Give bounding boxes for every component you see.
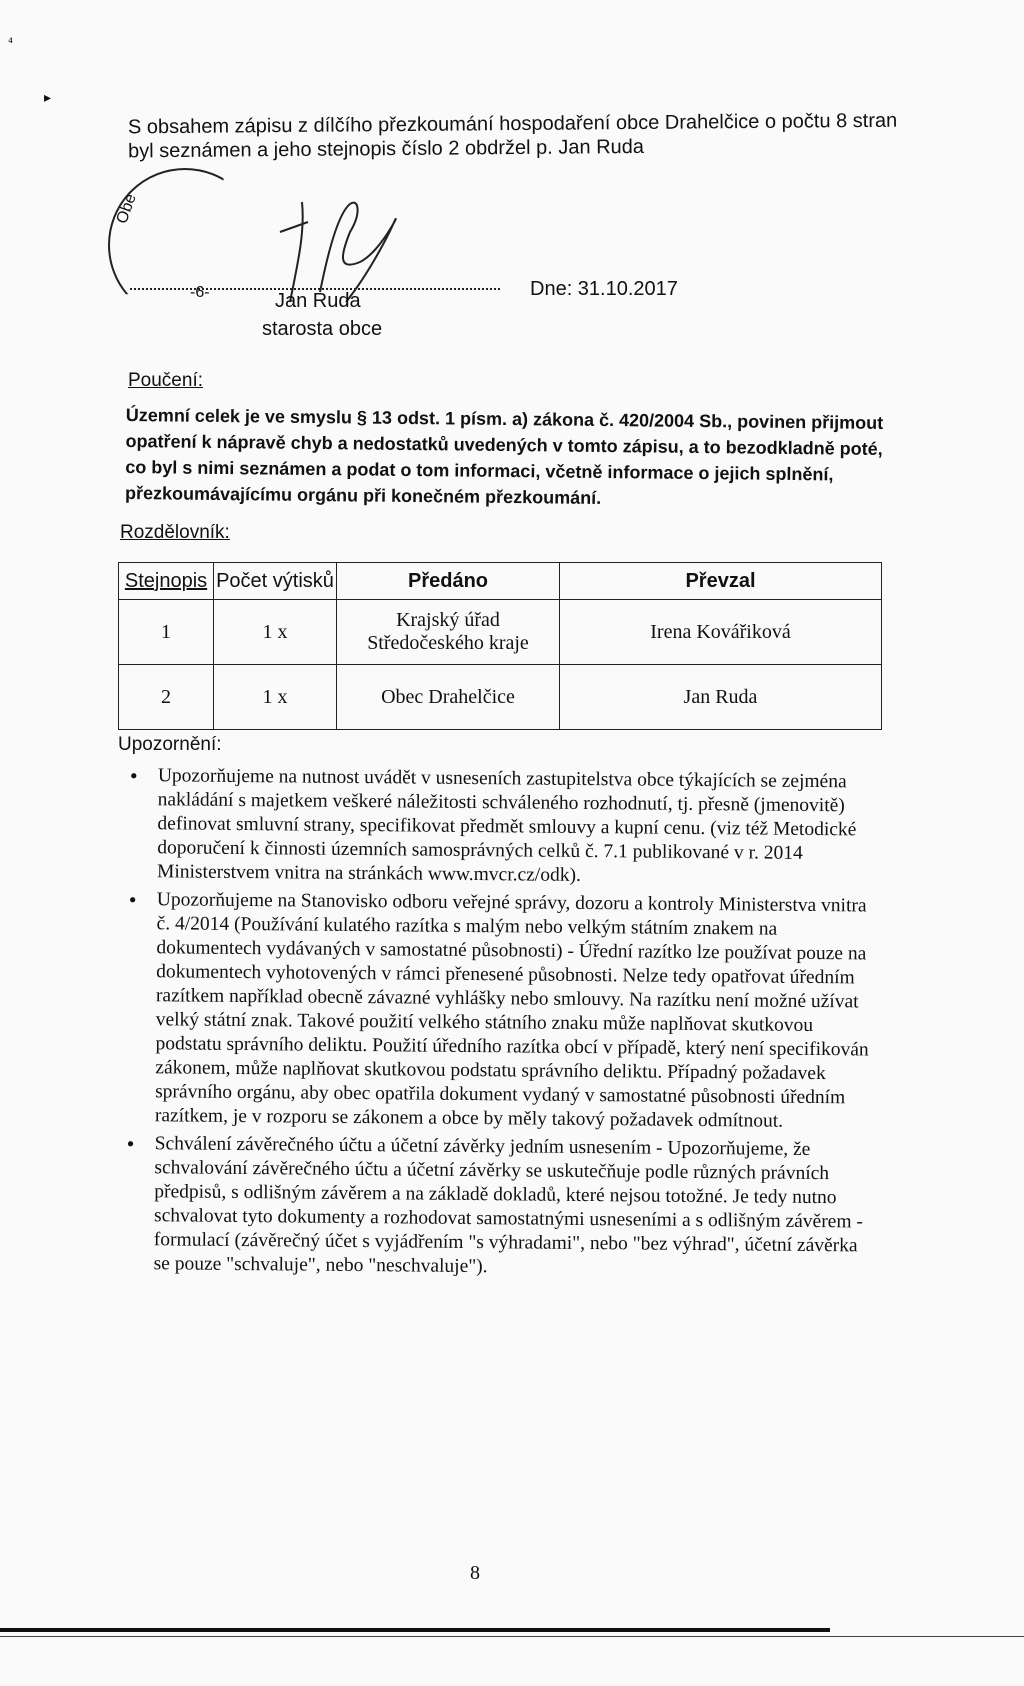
cell-copy: 1 — [119, 600, 214, 665]
page-number: 8 — [470, 1562, 480, 1584]
list-item: • Schválení závěrečného účtu a účetní závěrky jedním usnesením - Upozorňujeme, že schvalování závěrečného účtu a účetní závěrky se uskutečňuje podle různých právních předpisů, s odlišným závěrem a na základě dokladů, které nejsou totožné. Je tedy nutno schvalovat tyto dokumenty a rozhodovat samostatnými usneseními a s odlišným závěrem - formulací (závěrečný účet s vyjádřením "s výhradami", nebo "bez výhrad", účetní závěrka se pouze "schvaluje", nebo "neschvaluje"). — [124, 1132, 875, 1283]
signature-date: Dne: 31.10.2017 — [530, 278, 678, 300]
column-header: Předáno — [337, 563, 560, 600]
table-row — [119, 600, 882, 665]
table-row — [119, 665, 882, 730]
upozorneni-list — [123, 764, 877, 1287]
intro-paragraph: S obsahem zápisu z dílčího přezkoumání hospodaření obce Drahelčice o počtu 8 stran byl seznámen a jeho stejnopis číslo 2 obdržel p. Jan Ruda — [127, 109, 898, 163]
stamp-number: -6- — [190, 284, 210, 301]
table-header-row — [119, 563, 882, 600]
cell-delivered: Krajský úřad Středočeského kraje — [337, 600, 560, 665]
cell-count: 1 x — [214, 665, 337, 730]
scan-mark: ⁴ — [8, 36, 13, 51]
distribution-table — [118, 562, 882, 730]
upozorneni-heading: Upozornění: — [118, 734, 222, 755]
bottom-rule-thin — [0, 1636, 1024, 1637]
pouceni-text: Územní celek je ve smyslu § 13 odst. 1 písm. a) zákona č. 420/2004 Sb., povinen přijmout opatření k nápravě chyb a nedostatků uvedených v tomto zápisu, a to bezodkladně poté, co byl s nimi seznámen a podat o tom informaci, včetně informace o jejich splnění, přezkoumávajícímu orgánu při konečném přezkoumání. — [124, 404, 884, 508]
cell-received: Irena Kovářiková — [560, 600, 882, 665]
bottom-rule — [0, 1628, 830, 1632]
pouceni-heading: Poučení: — [128, 370, 203, 391]
scan-mark: ▸ — [44, 91, 52, 106]
column-header: Převzal — [560, 563, 882, 600]
list-item: • Upozorňujeme na Stanovisko odboru veřejné správy, dozoru a kontroly Ministerstva vnitra č. 4/2014 (Používání kulatého razítka s malým nebo velkým státním znakem na dokumentech vydávaných v samostatné působnosti) - Úřední razítko lze používat pouze na dokumentech vyhotovených v rámci přenesené působnosti. Nelze tedy opatřovat úředním razítkem například obecně závazné vyhlášky nebo smlouvy. Na razítku není možné užívat velký státní znak. Takové použití velkého státního znaku může naplňovat skutkovou podstatu správního deliktu. Použití úředního razítka obcí v případě, který není specifikován zákonem, může naplňovat skutkovou podstatu správního deliktu. Případný požadavek správního orgánu, aby obec opatřila dokument vydaný v samostatné působnosti úředním razítkem, je v rozporu se zákonem a obce by měly takový požadavek odmítnout. — [125, 888, 877, 1135]
column-header: Počet výtisků — [214, 563, 337, 600]
cell-copy: 2 — [119, 665, 214, 730]
column-header: Stejnopis — [119, 563, 214, 600]
stamp-circle — [108, 168, 262, 322]
cell-received: Jan Ruda — [560, 665, 882, 730]
list-item: • Upozorňujeme na nutnost uvádět v usneseních zastupitelstva obce týkajících se zejména nakládání s majetkem veškeré náležitosti schváleného rozhodnutí, tj. přesně (jmenovitě) definovat smluvní strany, specifikovat předmět smlouvy a kupní cenu. (viz též Metodické doporučení k činnosti územních samosprávných celků č. 7.1 publikované v r. 2014 Ministerstvem vnitra na stránkách www.mvcr.cz/odk). — [127, 764, 878, 891]
signatory-title: starosta obce — [262, 318, 383, 340]
rozdelovnik-heading: Rozdělovník: — [120, 522, 230, 543]
signatory-name: Jan Ruda — [275, 290, 361, 312]
stamp-text: Obe — [113, 191, 140, 226]
cell-count: 1 x — [214, 600, 337, 665]
cell-delivered: Obec Drahelčice — [337, 665, 560, 730]
